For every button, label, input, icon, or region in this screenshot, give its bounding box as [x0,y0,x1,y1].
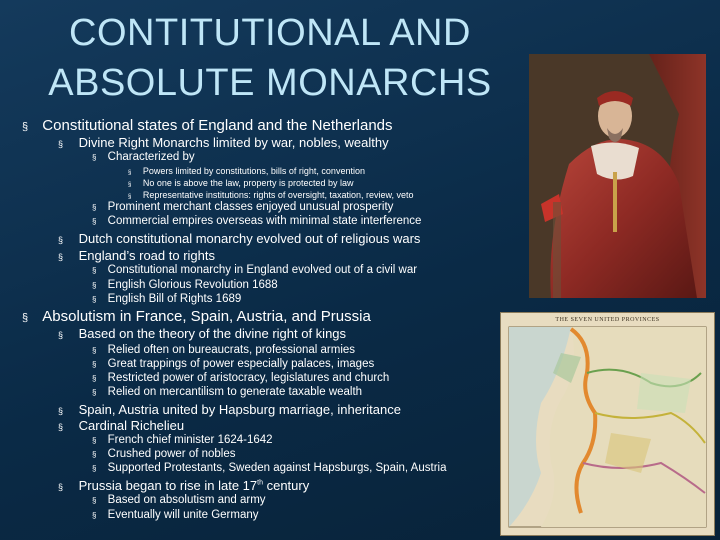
bullet-l3-merchant [92,201,393,213]
bullet-text: Prominent merchant classes enjoyed unusual prosperity [107,201,394,213]
bullet-marker: § [92,153,97,162]
bullet-text: Supported Protestants, Sweden against Hapsburgs, Spain, Austria [107,462,447,474]
bullet-marker: § [92,203,97,212]
bullet-text: Characterized by [107,151,195,163]
bullet-text: French chief minister 1624-1642 [107,434,273,446]
bullet-text: Commercial empires overseas with minimal state interference [107,215,422,227]
bullet-marker: § [92,281,97,290]
bullet-l2-prussia [58,478,309,493]
bullet-l3-bureaucrats [92,344,355,356]
map-drawing [501,313,714,535]
bullet-marker: § [128,170,132,176]
bullet-l3-characterized [92,151,195,163]
title-line-2: ABSOLUTE MONARCHS [48,62,492,104]
bullet-text [79,478,310,493]
bullet-text: Dutch constitutional monarchy evolved out of religious wars [78,231,421,246]
bullet-l2-dutch [58,231,420,246]
bullet-marker: § [92,450,97,459]
bullet-marker: § [128,182,132,188]
bullet-text: Restricted power of aristocracy, legislatures and church [107,372,390,384]
bullet-marker: § [58,139,64,149]
bullet-marker: § [58,252,64,262]
bullet-text: Based on the theory of the divine right of kings [78,326,347,341]
bullet-marker: § [92,496,97,505]
map-title: THE SEVEN UNITED PROVINCES [555,317,660,323]
bullet-marker: § [92,511,97,520]
bullet-l4-law [128,178,353,188]
bullet-text: Powers limited by constitutions, bills of right, convention [142,166,365,176]
bullet-marker: § [58,406,64,416]
bullet-marker: § [92,295,97,304]
bullet-marker: § [58,235,64,245]
bullet-marker: § [92,388,97,397]
bullet-text: Great trappings of power especially palaces, images [107,358,375,370]
bullet-marker: § [92,346,97,355]
bullet-marker: § [22,121,29,133]
bullet-marker: § [128,194,132,200]
bullet-text: Based on absolutism and army [107,494,266,506]
prussia-text-start: Prussia began to rise in late 17 [78,478,258,493]
bullet-text: English Bill of Rights 1689 [107,293,242,305]
bullet-marker: § [92,360,97,369]
portrait-drawing [529,54,706,298]
bullet-l1-absolutism [22,308,371,325]
bullet-l2-divine-right [58,135,389,150]
bullet-text: Divine Right Monarchs limited by war, nobles, wealthy [78,135,389,150]
title-line-1: CONTITUTIONAL AND [69,12,471,54]
bullet-text: Crushed power of nobles [107,448,236,460]
prussia-text-end: century [262,478,310,493]
bullet-l3-absolutism-army [92,494,266,506]
prussia-superscript: th [257,479,263,487]
bullet-marker: § [92,266,97,275]
bullet-l1-constitutional [22,117,393,134]
slide-title [20,8,520,108]
bullet-text: Constitutional monarchy in England evolved out of a civil war [107,264,418,276]
bullet-text: English Glorious Revolution 1688 [107,279,278,291]
bullet-l4-representative [128,190,414,200]
bullet-marker: § [58,422,64,432]
bullet-l3-mercantilism [92,386,362,398]
bullet-l2-england-road [58,248,215,263]
bullet-text: Cardinal Richelieu [78,418,185,433]
bullet-l3-unite-germany [92,509,259,521]
bullet-text: Constitutional states of England and the Netherlands [42,117,393,134]
bullet-l2-hapsburg [58,402,401,417]
bullet-l3-restricted [92,372,389,384]
bullet-l3-bill-of-rights [92,293,241,305]
bullet-l3-protestants [92,462,446,474]
bullet-l3-glorious [92,279,278,291]
bullet-l3-commercial [92,215,421,227]
bullet-marker: § [22,312,29,324]
bullet-text: Spain, Austria united by Hapsburg marriage, inheritance [78,402,401,417]
bullet-text: Absolutism in France, Spain, Austria, and Prussia [42,308,371,325]
bullet-text: England’s road to rights [78,248,215,263]
bullet-text: Relied on mercantilism to generate taxable wealth [107,386,363,398]
bullet-marker: § [58,330,64,340]
bullet-text: Relied often on bureaucrats, professional armies [107,344,356,356]
bullet-text: No one is above the law, property is protected by law [142,178,354,188]
bullet-text: Eventually will unite Germany [107,509,259,521]
bullet-marker: § [92,464,97,473]
bullet-l3-crushed-nobles [92,448,236,460]
bullet-text: Representative institutions: rights of oversight, taxation, review, veto [142,190,414,200]
bullet-l2-richelieu [58,418,184,433]
bullet-l3-chief-minister [92,434,273,446]
richelieu-portrait-image [529,54,706,298]
netherlands-map-image [500,312,715,536]
bullet-l2-divine-kings [58,326,346,341]
bullet-marker: § [92,217,97,226]
bullet-marker: § [92,436,97,445]
bullet-l3-trappings [92,358,374,370]
bullet-l4-powers [128,166,365,176]
bullet-l3-civil-war [92,264,417,276]
bullet-marker: § [92,374,97,383]
bullet-marker: § [58,482,64,492]
